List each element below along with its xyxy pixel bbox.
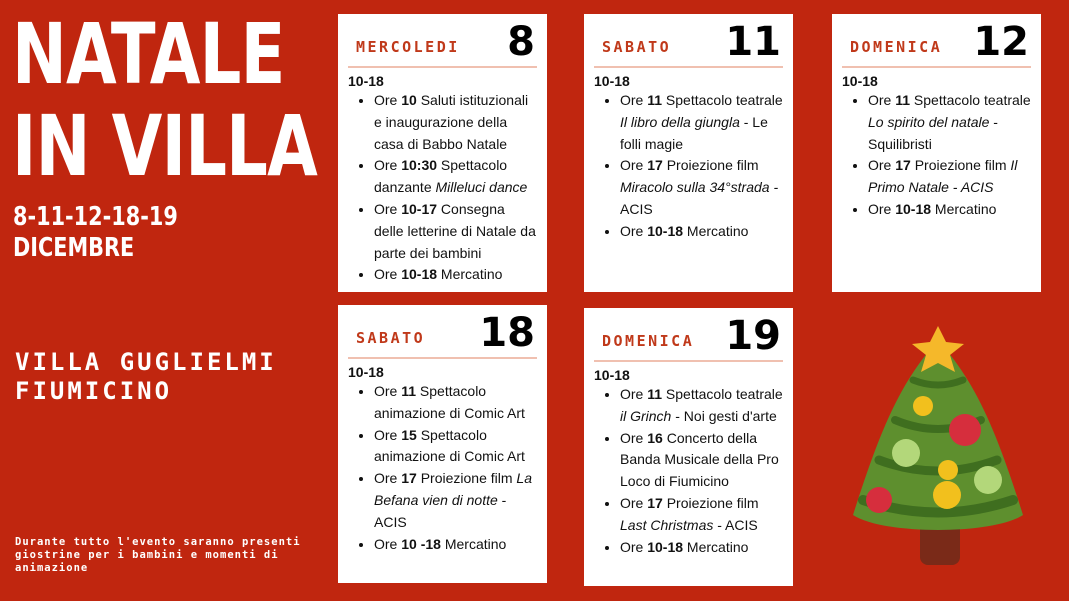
program-item-text: Il libro della giungla	[620, 113, 740, 130]
program-list	[348, 381, 537, 555]
program-item	[620, 90, 783, 155]
program-item-text: -ACIS	[374, 491, 507, 530]
day-card-12	[832, 14, 1041, 292]
program-item	[374, 381, 537, 425]
program-item-text: Proiezione film	[662, 157, 759, 174]
opening-hours: 10-18	[842, 73, 878, 89]
program-item-text: Ore	[868, 200, 896, 217]
program-item-text: Ore	[620, 429, 648, 446]
program-item-text: Proiezione film	[662, 494, 759, 511]
title-line-1: NATALE	[12, 5, 285, 103]
program-item-text: Ore	[620, 494, 648, 511]
program-item-text: Ore	[868, 92, 896, 108]
program-item-text: il Grinch	[620, 407, 672, 424]
program-item-text: Milleluci dance	[435, 179, 528, 196]
program-item	[620, 493, 783, 537]
program-item-text: Spettacolo teatrale	[910, 92, 1031, 108]
program-item-text: Spettacolo animazione di Comic Art	[374, 383, 525, 421]
day-number: 12	[973, 19, 1029, 65]
program-item-text: 10-18	[647, 222, 684, 239]
program-item-text: - Le folli magie	[620, 113, 768, 152]
program-item	[620, 384, 783, 428]
program-item-text: Mercatino	[440, 535, 507, 552]
program-item-text: 11	[895, 92, 911, 108]
program-item-text: Consegna delle letterine di Natale da parte dei bambini	[374, 200, 536, 261]
program-item-text: 10-18	[895, 200, 932, 217]
program-item-text: Spettacolo teatrale	[662, 386, 783, 402]
venue-line-2: FIUMICINO	[15, 377, 173, 405]
day-label: SABATO	[602, 38, 672, 56]
opening-hours: 10-18	[348, 73, 384, 89]
day-label: DOMENICA	[850, 38, 943, 56]
opening-hours: 10-18	[348, 364, 384, 380]
day-card-11	[584, 14, 793, 292]
card-header	[842, 14, 1031, 68]
card-header	[594, 14, 783, 68]
program-item-text: Ore	[374, 535, 402, 552]
day-number: 19	[725, 313, 781, 359]
program-item-text: - Noi gesti d'arte	[671, 407, 777, 424]
program-item-text: Mercatino	[683, 538, 749, 555]
card-header	[594, 308, 783, 362]
program-item-text: 10 -18	[401, 535, 441, 552]
program-item-text: Saluti istituzionali e inaugurazione della casa di Babbo Natale	[374, 92, 529, 152]
program-item	[374, 264, 537, 286]
program-item	[374, 90, 537, 155]
program-item-text: Ore	[868, 157, 896, 174]
program-item-text: 10-18	[401, 266, 438, 283]
program-item-text: Concerto della Banda Musicale della Pro Loco di Fiumicino	[620, 429, 779, 490]
program-item-text: Ore	[374, 157, 402, 174]
program-item-text: Spettacolo teatrale	[662, 92, 783, 108]
program-item	[374, 468, 537, 533]
day-label: SABATO	[356, 329, 426, 347]
program-item	[620, 537, 783, 559]
program-item-text: Ore	[374, 200, 402, 217]
program-item-text: 17	[401, 470, 417, 487]
program-item-text: 10-18	[647, 538, 684, 555]
program-item	[868, 155, 1031, 199]
program-item	[620, 221, 783, 243]
program-item-text: Lo spirito del natale	[868, 113, 990, 130]
program-item	[374, 199, 537, 264]
program-item-text: Mercatino	[931, 200, 997, 217]
day-card-8	[338, 14, 547, 292]
program-item-text: Ore	[374, 426, 402, 443]
program-item-text: Mercatino	[437, 266, 503, 283]
program-item-text: Proiezione film	[416, 470, 517, 487]
program-item-text: Ore	[620, 386, 648, 402]
event-note: Durante tutto l'evento saranno presenti giostrine per i bambini e momenti di animazione	[15, 536, 301, 574]
day-number: 8	[507, 19, 535, 65]
program-item-text: 10	[401, 92, 417, 108]
opening-hours: 10-18	[594, 367, 630, 383]
program-item	[868, 90, 1031, 155]
program-list	[842, 90, 1031, 221]
program-item-text: Mercatino	[683, 222, 749, 239]
program-item-text: ACIS	[620, 200, 653, 217]
program-item-text: 15	[401, 426, 417, 443]
program-item-text: La Befana vien di notte	[374, 470, 532, 508]
day-card-19	[584, 308, 793, 586]
dates-line-1: 8-11-12-18-19	[13, 202, 178, 232]
program-item	[868, 199, 1031, 221]
event-dates	[13, 202, 178, 264]
program-item-text: Ore	[374, 92, 402, 108]
program-item-text: 17	[895, 157, 911, 174]
title-line-2: IN VILLA	[12, 97, 318, 195]
program-item	[374, 534, 537, 556]
program-item-text: Ore	[620, 222, 648, 239]
program-item	[620, 155, 783, 220]
card-header	[348, 14, 537, 68]
card-header	[348, 305, 537, 359]
opening-hours: 10-18	[594, 73, 630, 89]
program-item-text: - Squilibristi	[868, 113, 998, 152]
program-item-text: Last Christmas	[620, 516, 714, 533]
program-item-text: Ore	[620, 538, 648, 555]
day-label: MERCOLEDI	[356, 38, 460, 56]
program-list	[348, 90, 537, 286]
venue-line-1: VILLA GUGLIELMI	[15, 348, 277, 376]
christmas-tree-icon	[843, 320, 1033, 570]
program-item-text: Il Primo Natale - ACIS	[868, 157, 1018, 196]
program-item-text: Ore	[374, 470, 402, 487]
program-item-text: Miracolo sulla 34°strada -	[620, 179, 779, 196]
program-item-text: Ore	[374, 383, 402, 399]
program-item-text: Ore	[374, 266, 402, 283]
day-number: 18	[479, 310, 535, 356]
program-item-text: 17	[647, 157, 663, 174]
program-item-text: 11	[647, 386, 663, 402]
program-item-text: Ore	[620, 92, 648, 108]
program-list	[594, 384, 783, 558]
program-item-text: 11	[647, 92, 663, 108]
day-label: DOMENICA	[602, 332, 695, 350]
dates-line-2: DICEMBRE	[13, 233, 135, 263]
event-title	[12, 5, 318, 195]
program-item-text: Spettacolo danzante	[374, 157, 508, 196]
program-item	[374, 155, 537, 199]
program-list	[594, 90, 783, 243]
program-item-text: Proiezione film	[910, 157, 1011, 174]
event-venue	[15, 348, 277, 406]
program-item-text: Ore	[620, 157, 648, 174]
program-item-text: 10-17	[401, 200, 438, 217]
program-item-text: 17	[647, 494, 663, 511]
program-item-text: 10:30	[401, 157, 438, 174]
program-item-text: Spettacolo animazione di Comic Art	[374, 426, 525, 465]
program-item-text: - ACIS	[713, 516, 758, 533]
program-item-text: 16	[647, 429, 663, 446]
program-item-text: 11	[401, 383, 417, 399]
program-item	[374, 425, 537, 469]
day-number: 11	[725, 19, 781, 65]
day-card-18	[338, 305, 547, 583]
program-item	[620, 428, 783, 493]
